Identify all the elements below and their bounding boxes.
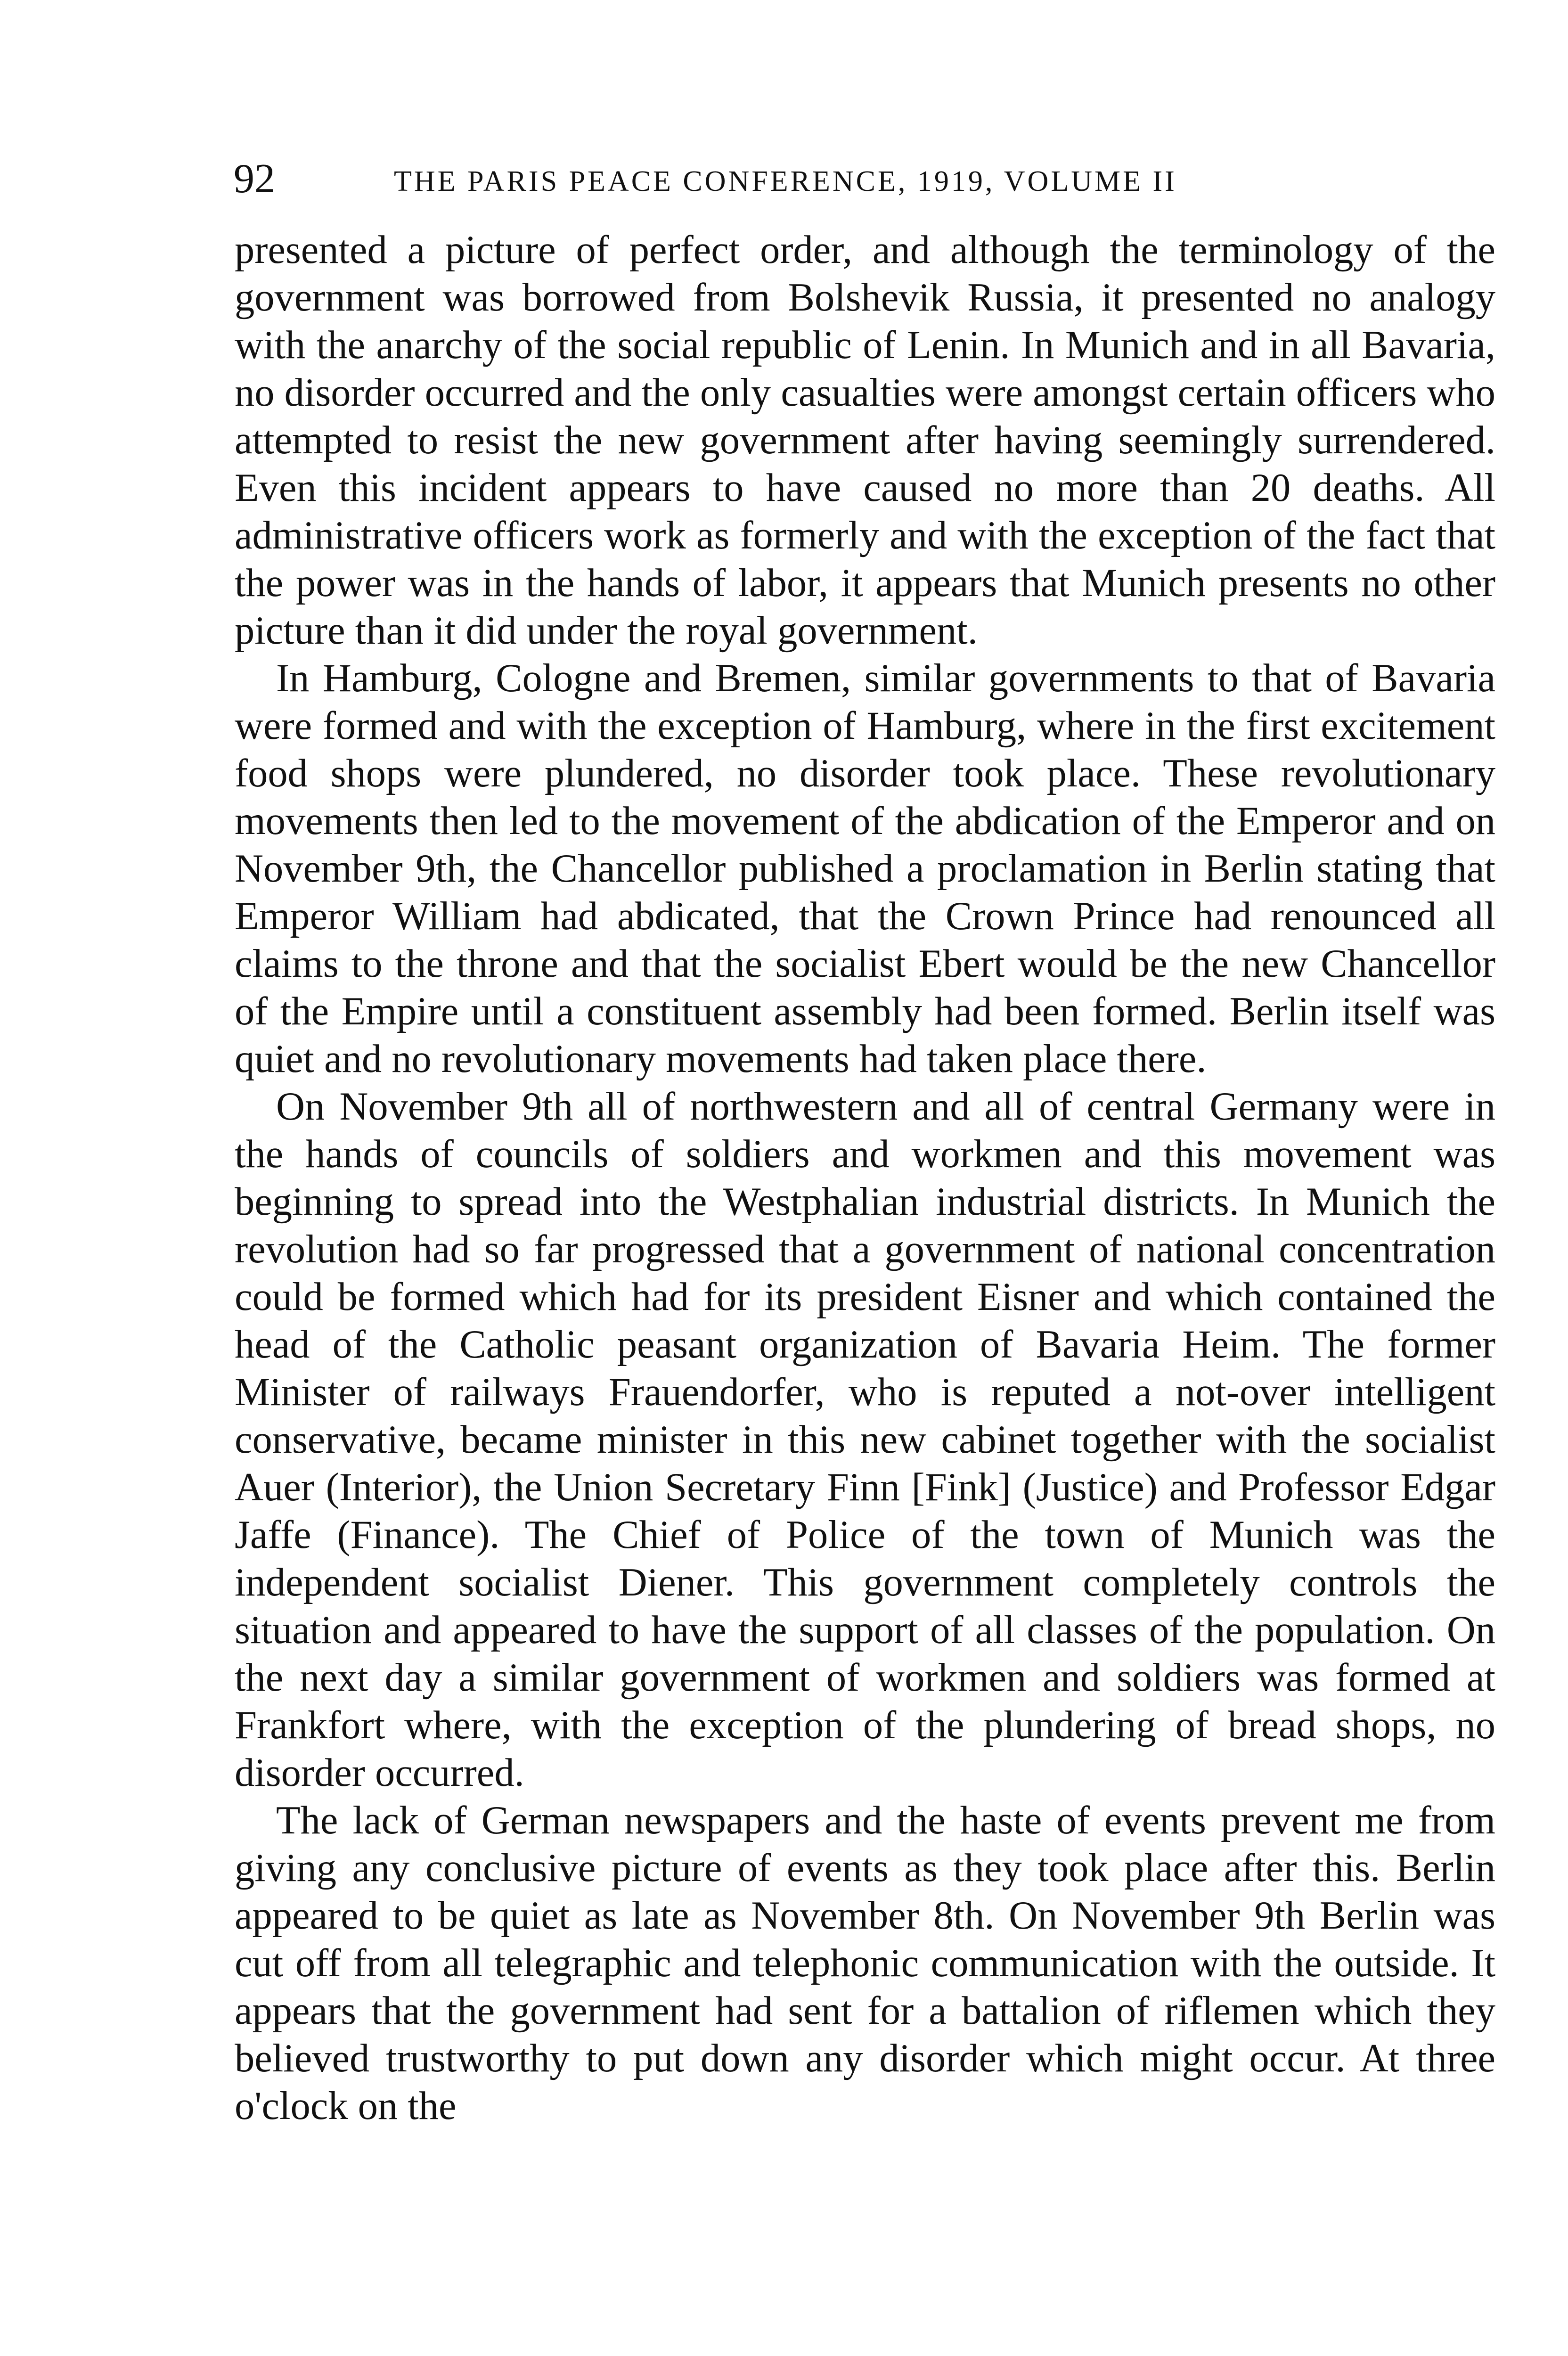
page-header	[234, 155, 1496, 207]
paragraph-continued: presented a picture of perfect order, and although the terminology of the government was borrowed from Bolshevik Russia, it presented no analogy with the anarchy of the social republic of Lenin. In Munich and in all Bavaria, no disorder occurred and the only casualties were amongst certain officers who attempted to resist the new government after having seemingly surrendered. Even this incident appears to have caused no more than 20 deaths. All administrative officers work as formerly and with the exception of the fact that the power was in the hands of labor, it appears that Munich presents no other picture than it did under the royal government.	[235, 228, 1495, 653]
running-title: THE PARIS PEACE CONFERENCE, 1919, VOLUME II	[394, 165, 1177, 197]
paragraph-hamburg: In Hamburg, Cologne and Bremen, similar governments to that of Bavaria were formed and with the exception of Hamburg, where in the first excitement food shops were plundered, no disorder took place. These revolutionary movements then led to the movement of the abdication of the Emperor and on November 9th, the Chancellor published a proclamation in Berlin stating that Emperor William had abdicated, that the Crown Prince had renounced all claims to the throne and that the socialist Ebert would be the new Chancellor of the Empire until a constituent assembly had been formed. Berlin itself was quiet and no revolutionary movements had taken place there.	[235, 656, 1495, 1081]
paragraph-newspapers: The lack of German newspapers and the haste of events prevent me from giving any conclusive picture of events as they took place after this. Berlin appeared to be quiet as late as November 8th. On November 9th Berlin was cut off from all telegraphic and telephonic communication with the outside. It appears that the government had sent for a battalion of riflemen which they believed trustworthy to put down any disorder which might occur. At three o'clock on the	[235, 1799, 1495, 2128]
page-number: 92	[234, 156, 275, 202]
body-text	[235, 226, 1495, 2130]
paragraph-november-9th: On November 9th all of northwestern and all of central Germany were in the hands of councils of soldiers and workmen and this movement was beginning to spread into the Westphalian industrial districts. In Munich the revolution had so far progressed that a government of national concentration could be formed which had for its president Eisner and which contained the head of the Catholic peasant organization of Bavaria Heim. The former Minister of railways Frauendorfer, who is reputed a not-over intelligent conservative, became minister in this new cabinet together with the socialist Auer (Interior), the Union Secretary Finn [Fink] (Justice) and Professor Edgar Jaffe (Finance). The Chief of Police of the town of Munich was the independent socialist Diener. This government completely controls the situation and appeared to have the support of all classes of the population. On the next day a similar government of workmen and soldiers was formed at Frankfort where, with the exception of the plundering of bread shops, no disorder occurred.	[235, 1085, 1495, 1795]
